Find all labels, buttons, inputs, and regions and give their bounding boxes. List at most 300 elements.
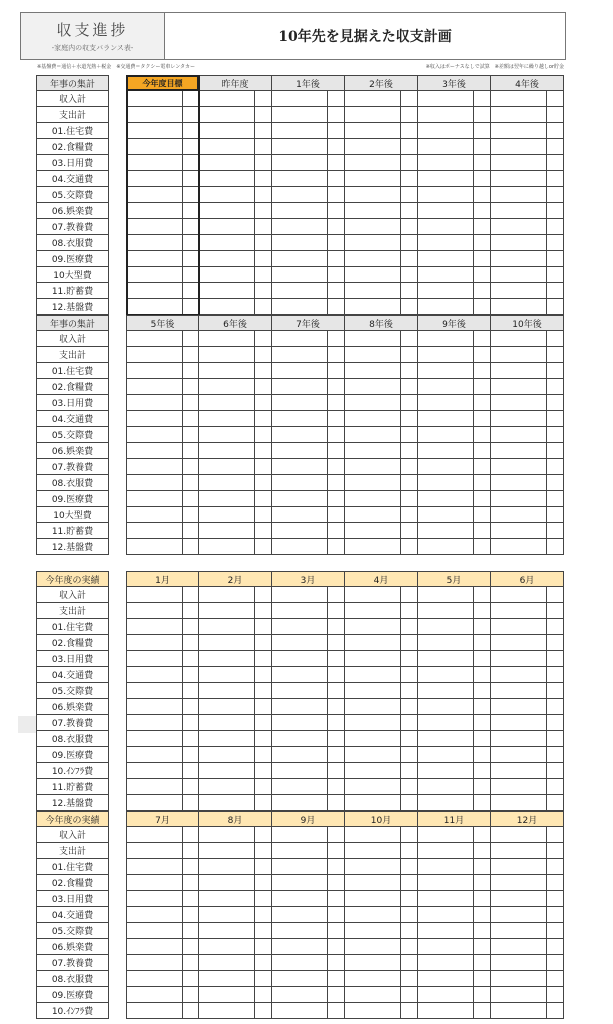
input-cell[interactable] — [491, 955, 564, 971]
input-cell[interactable] — [345, 699, 418, 715]
input-cell[interactable] — [126, 891, 199, 907]
input-cell[interactable] — [418, 443, 491, 459]
input-cell[interactable] — [491, 299, 564, 315]
input-cell[interactable] — [418, 587, 491, 603]
input-cell[interactable] — [199, 923, 272, 939]
input-cell[interactable] — [272, 411, 345, 427]
input-cell[interactable] — [418, 491, 491, 507]
input-cell[interactable] — [345, 667, 418, 683]
input-cell[interactable] — [491, 907, 564, 923]
input-cell[interactable] — [491, 411, 564, 427]
input-cell[interactable] — [345, 587, 418, 603]
input-cell[interactable] — [272, 539, 345, 555]
input-cell[interactable] — [272, 507, 345, 523]
input-cell[interactable] — [272, 827, 345, 843]
input-cell[interactable] — [418, 299, 491, 315]
input-cell[interactable] — [199, 475, 272, 491]
input-cell[interactable] — [272, 923, 345, 939]
input-cell[interactable] — [345, 891, 418, 907]
input-cell[interactable] — [345, 779, 418, 795]
input-cell[interactable] — [491, 747, 564, 763]
input-cell[interactable] — [418, 219, 491, 235]
input-cell[interactable] — [199, 1003, 272, 1019]
input-cell[interactable] — [491, 251, 564, 267]
input-cell[interactable] — [199, 715, 272, 731]
input-cell[interactable] — [272, 747, 345, 763]
input-cell[interactable] — [126, 459, 199, 475]
input-cell[interactable] — [126, 923, 199, 939]
input-cell[interactable] — [126, 651, 199, 667]
input-cell[interactable] — [199, 955, 272, 971]
input-cell[interactable] — [345, 827, 418, 843]
input-cell[interactable] — [272, 235, 345, 251]
input-cell[interactable] — [491, 587, 564, 603]
input-cell[interactable] — [345, 923, 418, 939]
input-cell[interactable] — [272, 795, 345, 811]
input-cell[interactable] — [272, 667, 345, 683]
input-cell[interactable] — [491, 91, 564, 107]
input-cell[interactable] — [345, 331, 418, 347]
input-cell[interactable] — [126, 715, 199, 731]
input-cell[interactable] — [199, 779, 272, 795]
input-cell[interactable] — [345, 363, 418, 379]
input-cell[interactable] — [126, 699, 199, 715]
input-cell[interactable] — [272, 331, 345, 347]
input-cell[interactable] — [126, 587, 199, 603]
input-cell[interactable] — [126, 411, 199, 427]
input-cell[interactable] — [199, 539, 272, 555]
input-cell[interactable] — [272, 699, 345, 715]
input-cell[interactable] — [126, 187, 199, 203]
input-cell[interactable] — [126, 299, 199, 315]
input-cell[interactable] — [345, 203, 418, 219]
input-cell[interactable] — [126, 987, 199, 1003]
input-cell[interactable] — [199, 91, 272, 107]
input-cell[interactable] — [199, 699, 272, 715]
input-cell[interactable] — [418, 283, 491, 299]
input-cell[interactable] — [345, 379, 418, 395]
input-cell[interactable] — [345, 843, 418, 859]
input-cell[interactable] — [272, 843, 345, 859]
input-cell[interactable] — [199, 827, 272, 843]
input-cell[interactable] — [345, 347, 418, 363]
input-cell[interactable] — [418, 395, 491, 411]
input-cell[interactable] — [199, 731, 272, 747]
input-cell[interactable] — [491, 667, 564, 683]
input-cell[interactable] — [199, 747, 272, 763]
input-cell[interactable] — [199, 507, 272, 523]
input-cell[interactable] — [126, 475, 199, 491]
input-cell[interactable] — [126, 667, 199, 683]
input-cell[interactable] — [418, 875, 491, 891]
input-cell[interactable] — [199, 251, 272, 267]
input-cell[interactable] — [126, 203, 199, 219]
input-cell[interactable] — [199, 523, 272, 539]
input-cell[interactable] — [272, 267, 345, 283]
input-cell[interactable] — [272, 443, 345, 459]
input-cell[interactable] — [272, 475, 345, 491]
input-cell[interactable] — [491, 843, 564, 859]
input-cell[interactable] — [272, 875, 345, 891]
input-cell[interactable] — [126, 267, 199, 283]
input-cell[interactable] — [418, 795, 491, 811]
input-cell[interactable] — [418, 363, 491, 379]
input-cell[interactable] — [491, 651, 564, 667]
input-cell[interactable] — [199, 283, 272, 299]
input-cell[interactable] — [272, 619, 345, 635]
input-cell[interactable] — [345, 107, 418, 123]
input-cell[interactable] — [272, 859, 345, 875]
input-cell[interactable] — [418, 523, 491, 539]
input-cell[interactable] — [345, 219, 418, 235]
input-cell[interactable] — [345, 715, 418, 731]
input-cell[interactable] — [418, 971, 491, 987]
input-cell[interactable] — [491, 267, 564, 283]
input-cell[interactable] — [491, 155, 564, 171]
input-cell[interactable] — [272, 219, 345, 235]
input-cell[interactable] — [272, 107, 345, 123]
input-cell[interactable] — [491, 827, 564, 843]
input-cell[interactable] — [126, 683, 199, 699]
input-cell[interactable] — [345, 139, 418, 155]
input-cell[interactable] — [491, 491, 564, 507]
input-cell[interactable] — [272, 251, 345, 267]
input-cell[interactable] — [418, 891, 491, 907]
input-cell[interactable] — [418, 939, 491, 955]
input-cell[interactable] — [126, 491, 199, 507]
input-cell[interactable] — [272, 715, 345, 731]
input-cell[interactable] — [418, 955, 491, 971]
input-cell[interactable] — [126, 539, 199, 555]
input-cell[interactable] — [491, 283, 564, 299]
input-cell[interactable] — [199, 171, 272, 187]
input-cell[interactable] — [126, 91, 199, 107]
input-cell[interactable] — [199, 971, 272, 987]
input-cell[interactable] — [345, 939, 418, 955]
input-cell[interactable] — [491, 507, 564, 523]
input-cell[interactable] — [199, 299, 272, 315]
input-cell[interactable] — [491, 859, 564, 875]
input-cell[interactable] — [491, 987, 564, 1003]
input-cell[interactable] — [126, 395, 199, 411]
input-cell[interactable] — [199, 395, 272, 411]
input-cell[interactable] — [126, 139, 199, 155]
input-cell[interactable] — [418, 251, 491, 267]
input-cell[interactable] — [345, 763, 418, 779]
input-cell[interactable] — [418, 171, 491, 187]
input-cell[interactable] — [345, 619, 418, 635]
input-cell[interactable] — [126, 107, 199, 123]
input-cell[interactable] — [345, 155, 418, 171]
input-cell[interactable] — [491, 443, 564, 459]
input-cell[interactable] — [126, 507, 199, 523]
input-cell[interactable] — [418, 699, 491, 715]
input-cell[interactable] — [418, 459, 491, 475]
input-cell[interactable] — [491, 923, 564, 939]
input-cell[interactable] — [345, 459, 418, 475]
input-cell[interactable] — [491, 539, 564, 555]
input-cell[interactable] — [345, 1003, 418, 1019]
input-cell[interactable] — [199, 203, 272, 219]
input-cell[interactable] — [345, 875, 418, 891]
input-cell[interactable] — [345, 395, 418, 411]
input-cell[interactable] — [345, 475, 418, 491]
input-cell[interactable] — [199, 987, 272, 1003]
input-cell[interactable] — [418, 987, 491, 1003]
input-cell[interactable] — [491, 203, 564, 219]
input-cell[interactable] — [491, 123, 564, 139]
input-cell[interactable] — [418, 107, 491, 123]
input-cell[interactable] — [345, 907, 418, 923]
input-cell[interactable] — [418, 651, 491, 667]
input-cell[interactable] — [272, 491, 345, 507]
input-cell[interactable] — [345, 123, 418, 139]
input-cell[interactable] — [199, 155, 272, 171]
input-cell[interactable] — [126, 747, 199, 763]
input-cell[interactable] — [491, 171, 564, 187]
input-cell[interactable] — [126, 171, 199, 187]
input-cell[interactable] — [272, 187, 345, 203]
input-cell[interactable] — [418, 667, 491, 683]
input-cell[interactable] — [199, 587, 272, 603]
input-cell[interactable] — [491, 891, 564, 907]
input-cell[interactable] — [126, 347, 199, 363]
input-cell[interactable] — [491, 139, 564, 155]
input-cell[interactable] — [272, 523, 345, 539]
input-cell[interactable] — [272, 587, 345, 603]
input-cell[interactable] — [199, 219, 272, 235]
input-cell[interactable] — [345, 299, 418, 315]
input-cell[interactable] — [199, 123, 272, 139]
input-cell[interactable] — [199, 619, 272, 635]
input-cell[interactable] — [345, 427, 418, 443]
input-cell[interactable] — [199, 139, 272, 155]
input-cell[interactable] — [491, 795, 564, 811]
input-cell[interactable] — [199, 667, 272, 683]
input-cell[interactable] — [199, 107, 272, 123]
input-cell[interactable] — [126, 235, 199, 251]
input-cell[interactable] — [126, 843, 199, 859]
input-cell[interactable] — [418, 859, 491, 875]
input-cell[interactable] — [491, 699, 564, 715]
input-cell[interactable] — [418, 923, 491, 939]
input-cell[interactable] — [272, 651, 345, 667]
input-cell[interactable] — [272, 1003, 345, 1019]
input-cell[interactable] — [199, 459, 272, 475]
input-cell[interactable] — [345, 987, 418, 1003]
input-cell[interactable] — [491, 219, 564, 235]
input-cell[interactable] — [126, 619, 199, 635]
input-cell[interactable] — [272, 955, 345, 971]
input-cell[interactable] — [272, 987, 345, 1003]
input-cell[interactable] — [491, 523, 564, 539]
input-cell[interactable] — [418, 747, 491, 763]
input-cell[interactable] — [126, 251, 199, 267]
input-cell[interactable] — [345, 635, 418, 651]
input-cell[interactable] — [199, 891, 272, 907]
input-cell[interactable] — [272, 763, 345, 779]
input-cell[interactable] — [491, 875, 564, 891]
input-cell[interactable] — [272, 907, 345, 923]
input-cell[interactable] — [345, 603, 418, 619]
input-cell[interactable] — [345, 267, 418, 283]
input-cell[interactable] — [199, 875, 272, 891]
input-cell[interactable] — [491, 235, 564, 251]
input-cell[interactable] — [418, 379, 491, 395]
input-cell[interactable] — [491, 715, 564, 731]
input-cell[interactable] — [418, 139, 491, 155]
input-cell[interactable] — [418, 267, 491, 283]
input-cell[interactable] — [126, 219, 199, 235]
input-cell[interactable] — [491, 331, 564, 347]
input-cell[interactable] — [491, 107, 564, 123]
input-cell[interactable] — [491, 683, 564, 699]
input-cell[interactable] — [199, 235, 272, 251]
input-cell[interactable] — [126, 331, 199, 347]
input-cell[interactable] — [345, 955, 418, 971]
input-cell[interactable] — [345, 523, 418, 539]
input-cell[interactable] — [272, 395, 345, 411]
input-cell[interactable] — [199, 603, 272, 619]
input-cell[interactable] — [126, 955, 199, 971]
input-cell[interactable] — [199, 843, 272, 859]
input-cell[interactable] — [272, 203, 345, 219]
input-cell[interactable] — [126, 731, 199, 747]
input-cell[interactable] — [418, 843, 491, 859]
input-cell[interactable] — [272, 299, 345, 315]
input-cell[interactable] — [345, 539, 418, 555]
input-cell[interactable] — [418, 235, 491, 251]
input-cell[interactable] — [126, 907, 199, 923]
input-cell[interactable] — [272, 363, 345, 379]
input-cell[interactable] — [418, 539, 491, 555]
input-cell[interactable] — [345, 235, 418, 251]
input-cell[interactable] — [272, 91, 345, 107]
input-cell[interactable] — [345, 971, 418, 987]
input-cell[interactable] — [199, 907, 272, 923]
input-cell[interactable] — [418, 715, 491, 731]
input-cell[interactable] — [418, 907, 491, 923]
input-cell[interactable] — [418, 779, 491, 795]
input-cell[interactable] — [272, 683, 345, 699]
input-cell[interactable] — [199, 939, 272, 955]
input-cell[interactable] — [272, 891, 345, 907]
input-cell[interactable] — [199, 795, 272, 811]
input-cell[interactable] — [491, 1003, 564, 1019]
input-cell[interactable] — [418, 603, 491, 619]
input-cell[interactable] — [418, 155, 491, 171]
input-cell[interactable] — [199, 651, 272, 667]
input-cell[interactable] — [345, 443, 418, 459]
input-cell[interactable] — [418, 1003, 491, 1019]
input-cell[interactable] — [491, 939, 564, 955]
input-cell[interactable] — [418, 763, 491, 779]
input-cell[interactable] — [491, 347, 564, 363]
input-cell[interactable] — [272, 939, 345, 955]
input-cell[interactable] — [272, 171, 345, 187]
input-cell[interactable] — [199, 379, 272, 395]
input-cell[interactable] — [418, 731, 491, 747]
input-cell[interactable] — [272, 379, 345, 395]
input-cell[interactable] — [126, 859, 199, 875]
input-cell[interactable] — [199, 859, 272, 875]
input-cell[interactable] — [126, 635, 199, 651]
input-cell[interactable] — [199, 267, 272, 283]
input-cell[interactable] — [126, 763, 199, 779]
input-cell[interactable] — [272, 427, 345, 443]
input-cell[interactable] — [272, 139, 345, 155]
input-cell[interactable] — [345, 731, 418, 747]
input-cell[interactable] — [199, 491, 272, 507]
input-cell[interactable] — [491, 731, 564, 747]
input-cell[interactable] — [491, 187, 564, 203]
input-cell[interactable] — [199, 635, 272, 651]
input-cell[interactable] — [126, 123, 199, 139]
input-cell[interactable] — [418, 635, 491, 651]
input-cell[interactable] — [199, 683, 272, 699]
input-cell[interactable] — [126, 155, 199, 171]
input-cell[interactable] — [418, 475, 491, 491]
input-cell[interactable] — [272, 459, 345, 475]
input-cell[interactable] — [272, 731, 345, 747]
input-cell[interactable] — [199, 443, 272, 459]
input-cell[interactable] — [126, 827, 199, 843]
input-cell[interactable] — [199, 411, 272, 427]
input-cell[interactable] — [491, 763, 564, 779]
input-cell[interactable] — [418, 427, 491, 443]
input-cell[interactable] — [418, 123, 491, 139]
input-cell[interactable] — [491, 619, 564, 635]
input-cell[interactable] — [345, 251, 418, 267]
input-cell[interactable] — [126, 939, 199, 955]
input-cell[interactable] — [418, 331, 491, 347]
input-cell[interactable] — [345, 651, 418, 667]
input-cell[interactable] — [126, 427, 199, 443]
input-cell[interactable] — [491, 475, 564, 491]
input-cell[interactable] — [418, 683, 491, 699]
input-cell[interactable] — [491, 379, 564, 395]
input-cell[interactable] — [199, 347, 272, 363]
input-cell[interactable] — [272, 971, 345, 987]
input-cell[interactable] — [126, 875, 199, 891]
input-cell[interactable] — [345, 283, 418, 299]
input-cell[interactable] — [491, 459, 564, 475]
input-cell[interactable] — [126, 379, 199, 395]
input-cell[interactable] — [345, 491, 418, 507]
input-cell[interactable] — [199, 331, 272, 347]
input-cell[interactable] — [418, 347, 491, 363]
input-cell[interactable] — [126, 795, 199, 811]
input-cell[interactable] — [126, 363, 199, 379]
input-cell[interactable] — [126, 283, 199, 299]
input-cell[interactable] — [418, 203, 491, 219]
input-cell[interactable] — [272, 283, 345, 299]
input-cell[interactable] — [491, 363, 564, 379]
input-cell[interactable] — [126, 1003, 199, 1019]
input-cell[interactable] — [126, 971, 199, 987]
input-cell[interactable] — [418, 619, 491, 635]
input-cell[interactable] — [491, 635, 564, 651]
input-cell[interactable] — [345, 683, 418, 699]
input-cell[interactable] — [491, 971, 564, 987]
input-cell[interactable] — [491, 603, 564, 619]
input-cell[interactable] — [418, 507, 491, 523]
input-cell[interactable] — [272, 603, 345, 619]
input-cell[interactable] — [126, 779, 199, 795]
input-cell[interactable] — [126, 523, 199, 539]
input-cell[interactable] — [345, 171, 418, 187]
input-cell[interactable] — [199, 763, 272, 779]
